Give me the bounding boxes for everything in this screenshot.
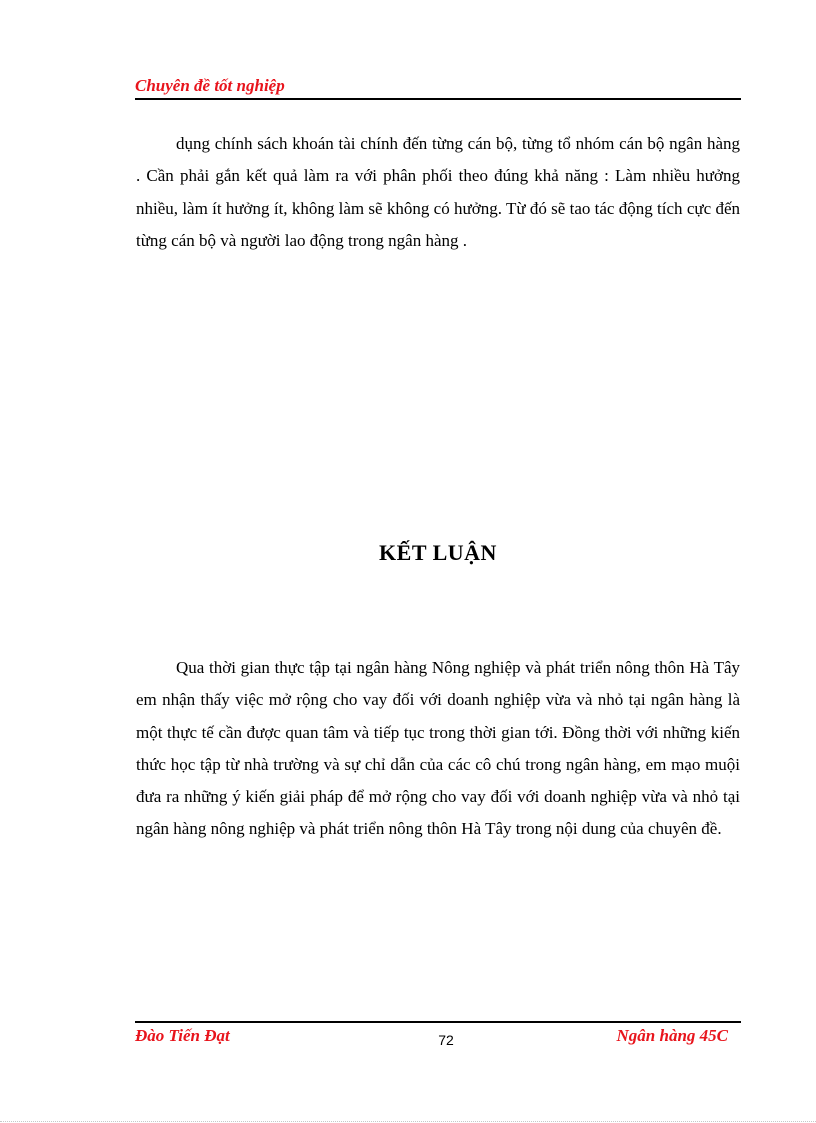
page-bottom-edge (0, 1121, 816, 1122)
header-title: Chuyên đề tốt nghiệp (135, 76, 285, 95)
header-divider (135, 98, 741, 100)
intro-paragraph: dụng chính sách khoán tài chính đến từng cán bộ, từng tổ nhóm cán bộ ngân hàng . Cần phải gắn kết quả làm ra với phân phối theo đúng khả năng : Làm nhiều hưởng nhiều, làm ít hưởng ít, không làm sẽ không có hưởng. Từ đó sẽ tao tác động tích cực đến từng cán bộ và người lao động trong ngân hàng . (136, 134, 740, 250)
page-number: 72 (438, 1032, 454, 1048)
footer-class-name: Ngân hàng 45C (616, 1026, 728, 1045)
footer-divider (135, 1021, 741, 1023)
footer-author: Đào Tiến Đạt (135, 1026, 230, 1045)
section-heading: KẾT LUẬN (379, 540, 497, 565)
conclusion-paragraph: Qua thời gian thực tập tại ngân hàng Nông nghiệp và phát triển nông thôn Hà Tây em nhận thấy việc mở rộng cho vay đối với doanh nghiệp vừa và nhỏ tại ngân hàng là một thực tế cần được quan tâm và tiếp tục trong thời gian tới. Đồng thời với những kiến thức học tập từ nhà trường và sự chỉ dẫn của các cô chú trong ngân hàng, em mạo muội đưa ra những ý kiến giải pháp để mở rộng cho vay đối với doanh nghiệp vừa và nhỏ tại ngân hàng nông nghiệp và phát triển nông thôn Hà Tây trong nội dung của chuyên đề. (136, 658, 740, 839)
